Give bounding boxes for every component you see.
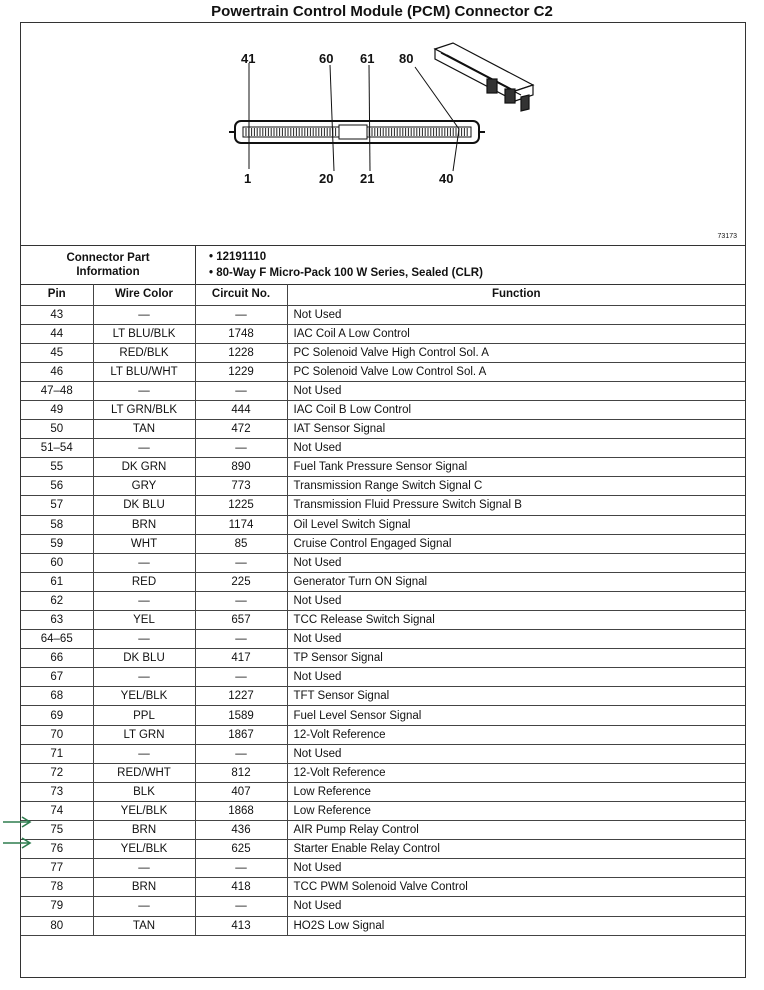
wire-color-cell: YEL/BLK	[93, 801, 195, 820]
wire-color-cell: —	[93, 630, 195, 649]
pin-label-20: 20	[319, 171, 334, 186]
connector-part-info	[21, 245, 745, 285]
function-cell: IAC Coil B Low Control	[287, 400, 745, 419]
figure-number: 73173	[717, 233, 737, 240]
table-row	[21, 859, 745, 878]
table-row	[21, 763, 745, 782]
circuit-cell: 812	[195, 763, 287, 782]
function-cell: Not Used	[287, 630, 745, 649]
function-cell: IAT Sensor Signal	[287, 420, 745, 439]
function-cell: Low Reference	[287, 801, 745, 820]
table-row	[21, 706, 745, 725]
function-cell: Generator Turn ON Signal	[287, 572, 745, 591]
table-row	[21, 343, 745, 362]
circuit-cell: —	[195, 744, 287, 763]
circuit-cell: —	[195, 591, 287, 610]
wire-color-cell: LT BLU/WHT	[93, 362, 195, 381]
pin-label-60: 60	[319, 51, 334, 66]
wire-color-cell: RED	[93, 572, 195, 591]
function-cell: Transmission Fluid Pressure Switch Signal B	[287, 496, 745, 515]
pin-cell: 80	[21, 916, 93, 935]
pin-cell: 69	[21, 706, 93, 725]
pin-cell: 74	[21, 801, 93, 820]
table-row	[21, 572, 745, 591]
table-row	[21, 477, 745, 496]
function-cell: AIR Pump Relay Control	[287, 821, 745, 840]
pin-cell: 49	[21, 400, 93, 419]
circuit-cell: 1229	[195, 362, 287, 381]
function-cell: IAC Coil A Low Control	[287, 324, 745, 343]
wire-color-cell: LT GRN	[93, 725, 195, 744]
circuit-cell: —	[195, 859, 287, 878]
circuit-cell: 407	[195, 782, 287, 801]
table-header-row	[21, 284, 745, 305]
pin-cell: 44	[21, 324, 93, 343]
wire-color-cell: YEL/BLK	[93, 840, 195, 859]
circuit-cell: —	[195, 553, 287, 572]
function-cell: Low Reference	[287, 782, 745, 801]
circuit-cell: 1225	[195, 496, 287, 515]
circuit-cell: 1589	[195, 706, 287, 725]
pin-cell: 75	[21, 821, 93, 840]
function-cell: Not Used	[287, 859, 745, 878]
circuit-cell: 657	[195, 611, 287, 630]
circuit-cell: 1868	[195, 801, 287, 820]
circuit-cell: 1174	[195, 515, 287, 534]
pin-cell: 51–54	[21, 439, 93, 458]
circuit-cell: 418	[195, 878, 287, 897]
marker-arrow-icon	[2, 815, 32, 829]
pin-label-21: 21	[360, 171, 375, 186]
connector-isometric-sketch	[435, 43, 533, 111]
wire-color-cell: BRN	[93, 821, 195, 840]
table-row	[21, 916, 745, 935]
circuit-cell: 1867	[195, 725, 287, 744]
pin-label-80: 80	[399, 51, 414, 66]
pin-cell: 57	[21, 496, 93, 515]
function-cell: Not Used	[287, 381, 745, 400]
pin-cell: 56	[21, 477, 93, 496]
pin-cell: 72	[21, 763, 93, 782]
wire-color-cell: —	[93, 859, 195, 878]
wire-color-cell: BRN	[93, 878, 195, 897]
wire-color-cell: —	[93, 591, 195, 610]
function-cell: Not Used	[287, 744, 745, 763]
wire-color-cell: YEL	[93, 611, 195, 630]
table-row	[21, 458, 745, 477]
table-row	[21, 897, 745, 916]
pin-cell: 43	[21, 305, 93, 324]
function-cell: Not Used	[287, 305, 745, 324]
pin-cell: 68	[21, 687, 93, 706]
table-row	[21, 496, 745, 515]
circuit-cell: 1748	[195, 324, 287, 343]
wire-color-cell: WHT	[93, 534, 195, 553]
circuit-cell: 444	[195, 400, 287, 419]
pin-label-61: 61	[360, 51, 375, 66]
function-cell: 12-Volt Reference	[287, 763, 745, 782]
table-row	[21, 534, 745, 553]
table-row	[21, 591, 745, 610]
pin-label-1: 1	[244, 171, 252, 186]
function-cell: PC Solenoid Valve High Control Sol. A	[287, 343, 745, 362]
circuit-cell: —	[195, 439, 287, 458]
function-cell: Not Used	[287, 897, 745, 916]
function-cell: 12-Volt Reference	[287, 725, 745, 744]
table-row	[21, 439, 745, 458]
function-cell: Oil Level Switch Signal	[287, 515, 745, 534]
wire-color-cell: DK BLU	[93, 496, 195, 515]
wire-color-cell: —	[93, 439, 195, 458]
table-row	[21, 324, 745, 343]
circuit-cell: —	[195, 381, 287, 400]
table-row	[21, 821, 745, 840]
wire-color-cell: —	[93, 897, 195, 916]
wire-color-cell: BLK	[93, 782, 195, 801]
wire-color-cell: DK GRN	[93, 458, 195, 477]
circuit-cell: 417	[195, 649, 287, 668]
connector-drawing	[21, 23, 745, 245]
table-row	[21, 840, 745, 859]
pin-cell: 46	[21, 362, 93, 381]
pin-cell: 55	[21, 458, 93, 477]
function-cell: TFT Sensor Signal	[287, 687, 745, 706]
pin-cell: 60	[21, 553, 93, 572]
wire-color-cell: TAN	[93, 916, 195, 935]
function-cell: Not Used	[287, 439, 745, 458]
circuit-cell: —	[195, 668, 287, 687]
pin-table	[21, 284, 745, 936]
column-header-wire-color: Wire Color	[93, 284, 195, 305]
pin-cell: 76	[21, 840, 93, 859]
marker-arrow-icon	[2, 836, 32, 850]
table-row	[21, 305, 745, 324]
table-row	[21, 515, 745, 534]
wire-color-cell: LT GRN/BLK	[93, 400, 195, 419]
circuit-cell: 773	[195, 477, 287, 496]
function-cell: TCC Release Switch Signal	[287, 611, 745, 630]
table-row	[21, 649, 745, 668]
column-header-circuit: Circuit No.	[195, 284, 287, 305]
table-row	[21, 878, 745, 897]
column-header-pin: Pin	[21, 284, 93, 305]
function-cell: Cruise Control Engaged Signal	[287, 534, 745, 553]
function-cell: Not Used	[287, 668, 745, 687]
pin-label-41: 41	[241, 51, 256, 66]
wire-color-cell: —	[93, 305, 195, 324]
table-row	[21, 362, 745, 381]
circuit-cell: 890	[195, 458, 287, 477]
function-cell: HO2S Low Signal	[287, 916, 745, 935]
wire-color-cell: DK BLU	[93, 649, 195, 668]
circuit-cell: —	[195, 897, 287, 916]
circuit-cell: —	[195, 305, 287, 324]
circuit-cell: 1227	[195, 687, 287, 706]
circuit-cell: 436	[195, 821, 287, 840]
pin-cell: 79	[21, 897, 93, 916]
function-cell: TP Sensor Signal	[287, 649, 745, 668]
table-row	[21, 420, 745, 439]
wire-color-cell: —	[93, 381, 195, 400]
pin-cell: 61	[21, 572, 93, 591]
table-row	[21, 400, 745, 419]
table-row	[21, 801, 745, 820]
connector-diagram	[21, 23, 745, 246]
pin-cell: 78	[21, 878, 93, 897]
circuit-cell: 225	[195, 572, 287, 591]
circuit-cell: 413	[195, 916, 287, 935]
pin-cell: 50	[21, 420, 93, 439]
circuit-cell: 472	[195, 420, 287, 439]
pin-cell: 73	[21, 782, 93, 801]
function-cell: PC Solenoid Valve Low Control Sol. A	[287, 362, 745, 381]
wire-color-cell: —	[93, 553, 195, 572]
table-row	[21, 611, 745, 630]
page-title: Powertrain Control Module (PCM) Connector C2	[211, 3, 553, 20]
table-row	[21, 630, 745, 649]
connector-description: • 80-Way F Micro-Pack 100 W Series, Sealed (CLR)	[209, 267, 483, 279]
pin-cell: 45	[21, 343, 93, 362]
wire-color-cell: —	[93, 668, 195, 687]
part-number: • 12191110	[209, 251, 267, 263]
function-cell: Not Used	[287, 591, 745, 610]
wire-color-cell: RED/WHT	[93, 763, 195, 782]
function-cell: Transmission Range Switch Signal C	[287, 477, 745, 496]
function-cell: TCC PWM Solenoid Valve Control	[287, 878, 745, 897]
table-row	[21, 744, 745, 763]
pin-cell: 62	[21, 591, 93, 610]
pin-cell: 58	[21, 515, 93, 534]
table-row	[21, 553, 745, 572]
function-cell: Fuel Tank Pressure Sensor Signal	[287, 458, 745, 477]
wire-color-cell: BRN	[93, 515, 195, 534]
wire-color-cell: RED/BLK	[93, 343, 195, 362]
wire-color-cell: PPL	[93, 706, 195, 725]
pin-cell: 59	[21, 534, 93, 553]
table-row	[21, 782, 745, 801]
table-row	[21, 381, 745, 400]
wire-color-cell: LT BLU/BLK	[93, 324, 195, 343]
part-info-lines	[209, 249, 483, 281]
table-row	[21, 668, 745, 687]
pin-cell: 63	[21, 611, 93, 630]
wire-color-cell: YEL/BLK	[93, 687, 195, 706]
column-header-function: Function	[287, 284, 745, 305]
table-row	[21, 687, 745, 706]
wire-color-cell: GRY	[93, 477, 195, 496]
function-cell: Fuel Level Sensor Signal	[287, 706, 745, 725]
wire-color-cell: TAN	[93, 420, 195, 439]
pin-cell: 77	[21, 859, 93, 878]
pin-cell: 66	[21, 649, 93, 668]
pin-cell: 71	[21, 744, 93, 763]
wire-color-cell: —	[93, 744, 195, 763]
function-cell: Not Used	[287, 553, 745, 572]
circuit-cell: 1228	[195, 343, 287, 362]
table-row	[21, 725, 745, 744]
circuit-cell: —	[195, 630, 287, 649]
pin-cell: 70	[21, 725, 93, 744]
circuit-cell: 85	[195, 534, 287, 553]
pin-cell: 47–48	[21, 381, 93, 400]
pin-label-40: 40	[439, 171, 454, 186]
pin-cell: 64–65	[21, 630, 93, 649]
part-info-header: Connector Part Information	[21, 245, 196, 284]
circuit-cell: 625	[195, 840, 287, 859]
pin-cell: 67	[21, 668, 93, 687]
connector-sheet	[20, 22, 746, 978]
function-cell: Starter Enable Relay Control	[287, 840, 745, 859]
